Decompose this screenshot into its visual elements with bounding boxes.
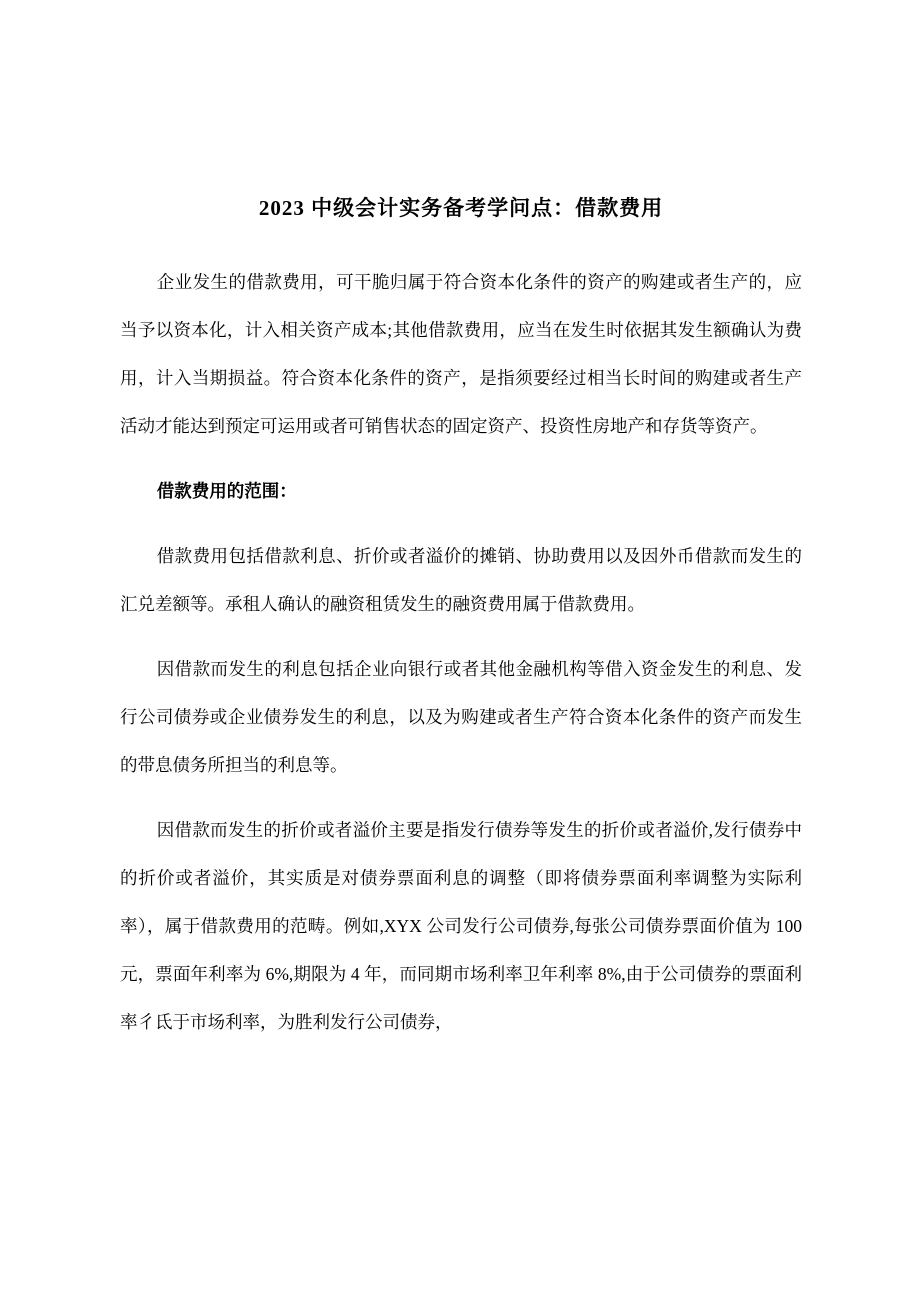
section-heading-scope: 借款费用的范围： [156,481,297,501]
paragraph-scope-definition: 借款费用包括借款利息、折价或者溢价的摊销、协助费用以及因外币借款而发生的汇兑差额等。承租人确认的融资租赁发生的融资费用属于借款费用。 [120,546,802,614]
paragraph-interest-sources: 因借款而发生的利息包括企业向银行或者其他金融机构等借入资金发生的利息、发行公司债券或企业债券发生的利息，以及为购建或者生产符合资本化条件的资产而发生的带息债务所担当的利息等。 [120,659,802,775]
paragraph-discount-premium-example: 因借款而发生的折价或者溢价主要是指发行债券等发生的折价或者溢价,发行债券中的折价或者溢价，其实质是对债券票面利息的调整（即将债券票面利率调整为实际利率），属于借款费用的范畴。例如,XYX 公司发行公司债券,每张公司债券票面价值为 100 元，票面年利率为 6%,期限为 4 年，而同期市场利率卫年利率 8%,由于公司债券的票面利率彳氐于市场利率，为胜利发行公司债券， [120,820,802,1032]
paragraph-borrowing-costs-intro: 企业发生的借款费用，可干脆归属于符合资本化条件的资产的购建或者生产的，应当予以资本化，计入相关资产成本;其他借款费用，应当在发生时依据其发生额确认为费用，计入当期损益。符合资本化条件的资产，是指须要经过相当长时间的购建或者生产活动才能达到预定可运用或者可销售状态的固定资产、投资性房地产和存货等资产。 [120,272,802,436]
document-title: 2023 中级会计实务备考学问点：借款费用 [258,196,664,220]
